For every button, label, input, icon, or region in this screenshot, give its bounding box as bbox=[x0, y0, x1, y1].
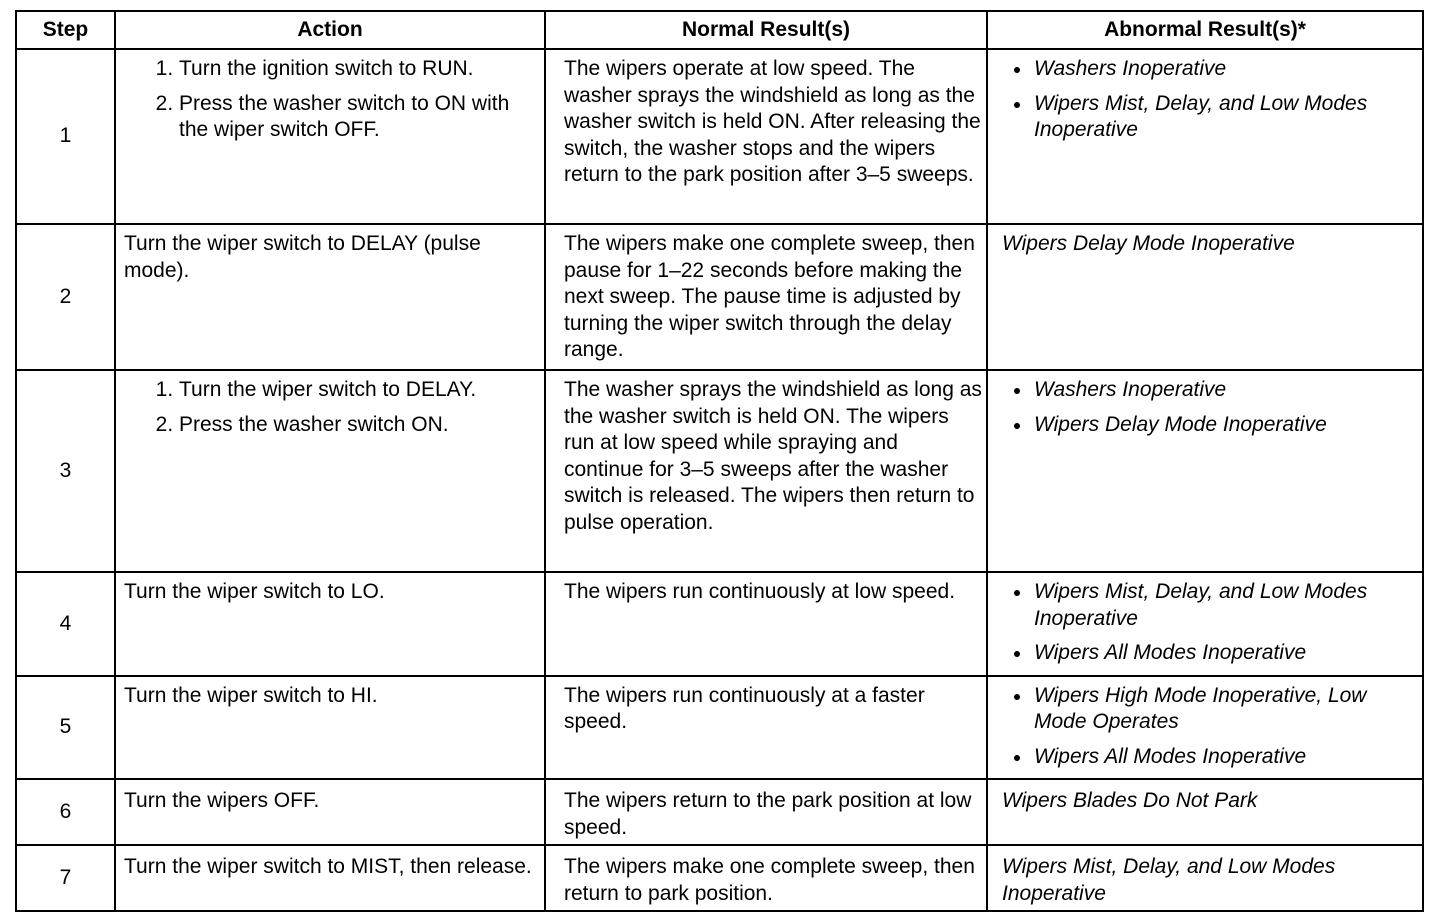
abnormal-result: Wipers Blades Do Not Park bbox=[987, 779, 1423, 845]
action-cell: Turn the wiper switch to MIST, then release. bbox=[115, 845, 545, 911]
action-cell: Turn the wiper switch to HI. bbox=[115, 676, 545, 780]
normal-result: The wipers return to the park position at low speed. bbox=[545, 779, 987, 845]
action-list bbox=[124, 377, 536, 438]
step-number: 6 bbox=[16, 779, 115, 845]
step-number: 1 bbox=[16, 49, 115, 224]
abnormal-item: Wipers High Mode Inoperative, Low Mode Operates bbox=[1002, 683, 1418, 736]
abnormal-cell bbox=[987, 676, 1423, 780]
abnormal-list bbox=[1002, 377, 1418, 438]
action-item: 1. Turn the wiper switch to DELAY. bbox=[179, 377, 536, 404]
normal-result: The wipers make one complete sweep, then return to park position. bbox=[545, 845, 987, 911]
action-cell: Turn the wipers OFF. bbox=[115, 779, 545, 845]
action-item: 2. Press the washer switch ON. bbox=[179, 412, 536, 439]
abnormal-cell bbox=[987, 572, 1423, 676]
abnormal-item: Washers Inoperative bbox=[1002, 56, 1418, 83]
action-list bbox=[124, 56, 536, 144]
abnormal-result: Wipers Delay Mode Inoperative bbox=[987, 224, 1423, 370]
abnormal-list bbox=[1002, 56, 1418, 144]
action-cell bbox=[115, 370, 545, 572]
header-normal-results: Normal Result(s) bbox=[545, 11, 987, 49]
diagnostic-table bbox=[15, 10, 1424, 912]
header-step: Step bbox=[16, 11, 115, 49]
abnormal-item: Wipers Delay Mode Inoperative bbox=[1002, 412, 1418, 439]
table-row bbox=[16, 572, 1423, 676]
table-row bbox=[16, 370, 1423, 572]
table-row bbox=[16, 779, 1423, 845]
abnormal-item: Wipers Mist, Delay, and Low Modes Inoperative bbox=[1002, 91, 1418, 144]
action-cell bbox=[115, 49, 545, 224]
action-item: 2. Press the washer switch to ON with the wiper switch OFF. bbox=[179, 91, 536, 144]
abnormal-cell bbox=[987, 370, 1423, 572]
table-row bbox=[16, 224, 1423, 370]
abnormal-cell bbox=[987, 49, 1423, 224]
normal-result: The wipers run continuously at a faster speed. bbox=[545, 676, 987, 780]
action-item: 1. Turn the ignition switch to RUN. bbox=[179, 56, 536, 83]
header-abnormal-results: Abnormal Result(s)* bbox=[987, 11, 1423, 49]
header-action: Action bbox=[115, 11, 545, 49]
step-number: 4 bbox=[16, 572, 115, 676]
step-number: 3 bbox=[16, 370, 115, 572]
normal-result: The wipers make one complete sweep, then pause for 1–22 seconds before making the next sweep. The pause time is adjusted by turning the wiper switch through the delay range. bbox=[545, 224, 987, 370]
step-number: 2 bbox=[16, 224, 115, 370]
abnormal-item: Wipers All Modes Inoperative bbox=[1002, 640, 1418, 667]
abnormal-result: Wipers Mist, Delay, and Low Modes Inoperative bbox=[987, 845, 1423, 911]
table-row bbox=[16, 676, 1423, 780]
abnormal-item: Wipers All Modes Inoperative bbox=[1002, 744, 1418, 771]
table-row bbox=[16, 49, 1423, 224]
table-row bbox=[16, 845, 1423, 911]
abnormal-item: Wipers Mist, Delay, and Low Modes Inoperative bbox=[1002, 579, 1418, 632]
action-cell: Turn the wiper switch to LO. bbox=[115, 572, 545, 676]
normal-result: The wipers operate at low speed. The washer sprays the windshield as long as the washer switch is held ON. After releasing the switch, the washer stops and the wipers return to the park position after 3–5 sweeps. bbox=[545, 49, 987, 224]
action-cell: Turn the wiper switch to DELAY (pulse mode). bbox=[115, 224, 545, 370]
abnormal-list bbox=[1002, 683, 1418, 771]
abnormal-item: Washers Inoperative bbox=[1002, 377, 1418, 404]
header-row bbox=[16, 11, 1423, 49]
normal-result: The wipers run continuously at low speed. bbox=[545, 572, 987, 676]
normal-result: The washer sprays the windshield as long as the washer switch is held ON. The wipers run at low speed while spraying and continue for 3–5 sweeps after the washer switch is released. The wipers then return to pulse operation. bbox=[545, 370, 987, 572]
step-number: 7 bbox=[16, 845, 115, 911]
step-number: 5 bbox=[16, 676, 115, 780]
abnormal-list bbox=[1002, 579, 1418, 667]
